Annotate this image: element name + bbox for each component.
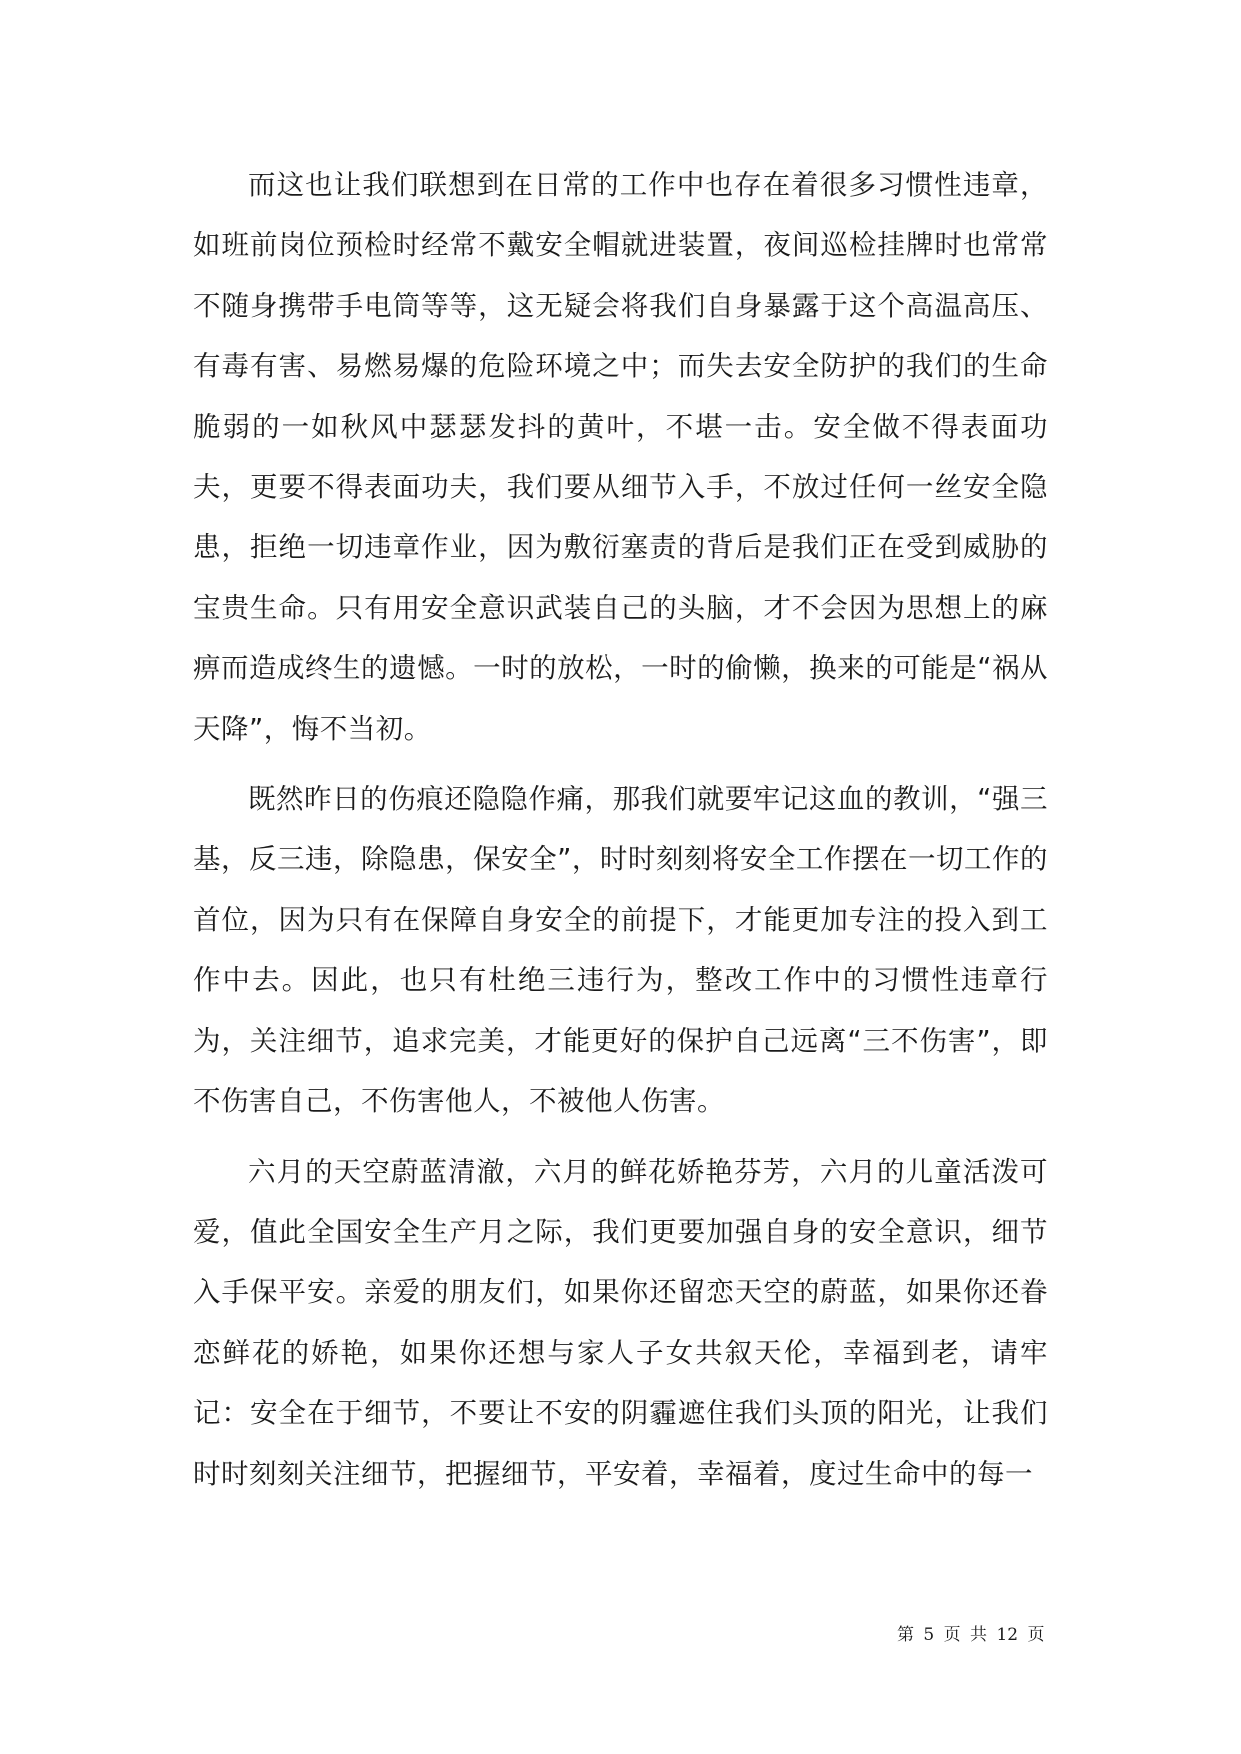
- footer-prefix: 第: [897, 1625, 914, 1645]
- page-number-footer: [895, 1620, 1047, 1645]
- paragraph-2: 既然昨日的伤痕还隐隐作痛，那我们就要牢记这血的教训，“强三基，反三违，除隐患，保安全”，时时刻刻将安全工作摆在一切工作的首位，因为只有在保障自身安全的前提下，才能更加专注的投入到工作中去。因此，也只有杜绝三违行为，整改工作中的习惯性违章行为，关注细节，追求完美，才能更好的保护自己远离“三不伤害”，即不伤害自己，不伤害他人，不被他人伤害。: [193, 783, 1048, 1118]
- paragraph-3: 六月的天空蔚蓝清澈，六月的鲜花娇艳芬芳，六月的儿童活泼可爱，值此全国安全生产月之际，我们更要加强自身的安全意识，细节入手保平安。亲爱的朋友们，如果你还留恋天空的蔚蓝，如果你还眷恋鲜花的娇艳，如果你还想与家人子女共叙天伦，幸福到老，请牢记：安全在于细节，不要让不安的阴霾遮住我们头顶的阳光，让我们时时刻刻关注细节，把握细节，平安着，幸福着，度过生命中的每一: [193, 1155, 1048, 1490]
- footer-suffix: 页: [1027, 1625, 1045, 1645]
- paragraph-1: 而这也让我们联想到在日常的工作中也存在着很多习惯性违章，如班前岗位预检时经常不戴安全帽就进装置，夜间巡检挂牌时也常常不随身携带手电筒等等，这无疑会将我们自身暴露于这个高温高压、有毒有害、易燃易爆的危险环境之中；而失去安全防护的我们的生命脆弱的一如秋风中瑟瑟发抖的黄叶，不堪一击。安全做不得表面功夫，更要不得表面功夫，我们要从细节入手，不放过任何一丝安全隐患，拒绝一切违章作业，因为敷衍塞责的背后是我们正在受到威胁的宝贵生命。只有用安全意识武装自己的头脑，才不会因为思想上的麻痹而造成终生的遗憾。一时的放松，一时的偷懒，换来的可能是“祸从天降”，悔不当初。: [193, 169, 1048, 745]
- footer-page-word: 页: [943, 1625, 961, 1645]
- document-body: [193, 155, 1048, 1514]
- footer-total-word: 共: [970, 1625, 988, 1645]
- footer-total-pages: 12: [996, 1625, 1019, 1645]
- footer-current-page: 5: [923, 1625, 935, 1645]
